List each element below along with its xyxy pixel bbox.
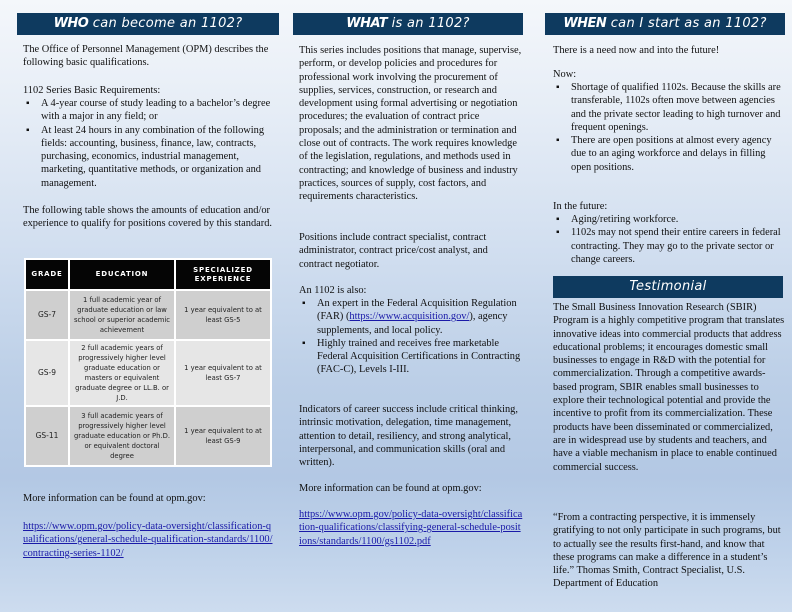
what-more-info: More information can be found at opm.gov: [299, 483, 482, 494]
acquisition-gov-link[interactable]: https://www.acquisition.gov/ [349, 311, 470, 323]
cell-grade: GS-9 [26, 341, 68, 405]
what-also-list [299, 297, 523, 377]
now-item: ▪ There are open positions at almost every agency due to an aging workforce and delays in filling open positions. [553, 134, 785, 174]
what-heading [293, 13, 523, 35]
also-item: ▪ An expert in the Federal Acquisition Regulation (FAR) (https://www.acquisition.gov/), agency supplements, and local policy. [299, 297, 523, 337]
header-experience: SPECIALIZED EXPERIENCE [176, 260, 270, 289]
when-intro: There is a need now and into the future! [553, 45, 720, 56]
who-heading-rest: can become an 1102? [88, 16, 243, 31]
who-requirements-list [23, 97, 273, 190]
what-heading-rest: is an 1102? [387, 16, 470, 31]
testimonial-body: The Small Business Innovation Research (SBIR) Program is a highly competitive program that translates innovative ideas into commercial products that address educational problems; it encourages domestic small businesses to engage in R&D with the potential for commercialization. Through a competitive awards-based program, SBIR enables small businesses to explore their technological potential and provide the incentive to profit from its commercialization. These products have been disseminated or commercialized, are in widespread use by students and teachers, and have a viable mechanism in place to enable continued commercial success. [553, 302, 785, 473]
when-heading [545, 13, 785, 35]
requirement-item: ▪ At least 24 hours in any combination of the following fields: accounting, business, finance, law, contracts, purchasing, economics, industrial management, marketing, quantitative methods, or organization and management. [23, 124, 273, 190]
future-item: ▪ 1102s may not spend their entire careers in federal contracting. They may go to the private sector or change careers. [553, 226, 785, 266]
who-more-info: More information can be found at opm.gov: [23, 493, 206, 504]
what-positions: Positions include contract specialist, contract administrator, contract price/cost analyst, and contract negotiator. [299, 232, 488, 270]
future-item: ▪ Aging/retiring workforce. [553, 213, 785, 226]
table-row [26, 407, 270, 465]
when-heading-bold: WHEN [563, 16, 607, 31]
who-heading [17, 13, 279, 35]
what-description: This series includes positions that manage, supervise, perform, or develop policies and procedures for professional work involving the procurement of supplies, services, construction, or research and development using formal advertising or negotiation procedures; the evaluation of contract price proposals; and the administration or termination and close out of contracts. The work requires knowledge of the legislation, regulations, and methods used in contracting; and knowledge of business and industry practices, sources of supply, cost factors, and requirements characteristics. [299, 45, 522, 203]
cell-education: 1 full academic year of graduate education or law school or superior academic achievement [70, 291, 174, 339]
table-row [26, 291, 270, 339]
table-header-row [26, 260, 270, 289]
when-future-title: In the future: [553, 201, 608, 212]
cell-experience: 1 year equivalent to at least GS-9 [176, 407, 270, 465]
cell-grade: GS-7 [26, 291, 68, 339]
what-indicators: Indicators of career success include critical thinking, intrinsic motivation, delegation, time management, attention to detail, resiliency, and strong analytical, interpersonal, and communication skills (oral and written). [299, 404, 518, 469]
header-education: EDUCATION [70, 260, 174, 289]
who-intro: The Office of Personnel Management (OPM) describes the following basic qualifications. [23, 44, 269, 69]
cell-grade: GS-11 [26, 407, 68, 465]
who-heading-bold: WHO [53, 16, 89, 31]
header-grade: GRADE [26, 260, 68, 289]
testimonial-heading: Testimonial [553, 276, 783, 298]
who-table-intro: The following table shows the amounts of education and/or experience to qualify for positions covered by this standard. [23, 205, 273, 230]
cell-education: 2 full academic years of progressively higher level graduate education or masters or equivalent graduate degree or LL.B. or J.D. [70, 341, 174, 405]
cell-experience: 1 year equivalent to at least GS-7 [176, 341, 270, 405]
cell-education: 3 full academic years of progressively higher level graduate education or Ph.D. or equivalent doctoral degree [70, 407, 174, 465]
when-now-title: Now: [553, 69, 577, 80]
when-heading-rest: can I start as an 1102? [606, 16, 767, 31]
now-item: ▪ Shortage of qualified 1102s. Because the skills are transferable, 1102s often move between agencies and the private sector leading to high turnover and frequent openings. [553, 81, 785, 134]
testimonial-quote: “From a contracting perspective, it is immensely gratifying to not only participate in such programs, but to actually see the results first-hand, and know that these programs can make a difference in a student’s life.” Thomas Smith, Contract Specialist, U.S. Department of Education [553, 512, 781, 590]
what-also-title: An 1102 is also: [299, 285, 367, 296]
cell-experience: 1 year equivalent to at least GS-5 [176, 291, 270, 339]
opm-gs1102-link[interactable]: https://www.opm.gov/policy-data-oversight/classification-qualifications/classifying-general-schedule-positions/standards/1100/gs1102.pdf [299, 509, 523, 547]
requirement-item: ▪ A 4-year course of study leading to a bachelor’s degree with a major in any field; or [23, 97, 273, 124]
opm-qualification-link[interactable]: https://www.opm.gov/policy-data-oversight/classification-qualifications/general-schedule-qualification-standards/1100/contracting-series-1102/ [23, 521, 273, 559]
when-now-list [553, 81, 785, 174]
who-requirements-title: 1102 Series Basic Requirements: [23, 85, 161, 96]
qualifications-table [24, 258, 272, 467]
also-item: ▪ Highly trained and receives free marketable Federal Acquisition Certifications in Contracting (FAC-C), Levels I-III. [299, 337, 523, 377]
what-heading-bold: WHAT [346, 16, 388, 31]
when-future-list [553, 213, 785, 266]
table-row [26, 341, 270, 405]
